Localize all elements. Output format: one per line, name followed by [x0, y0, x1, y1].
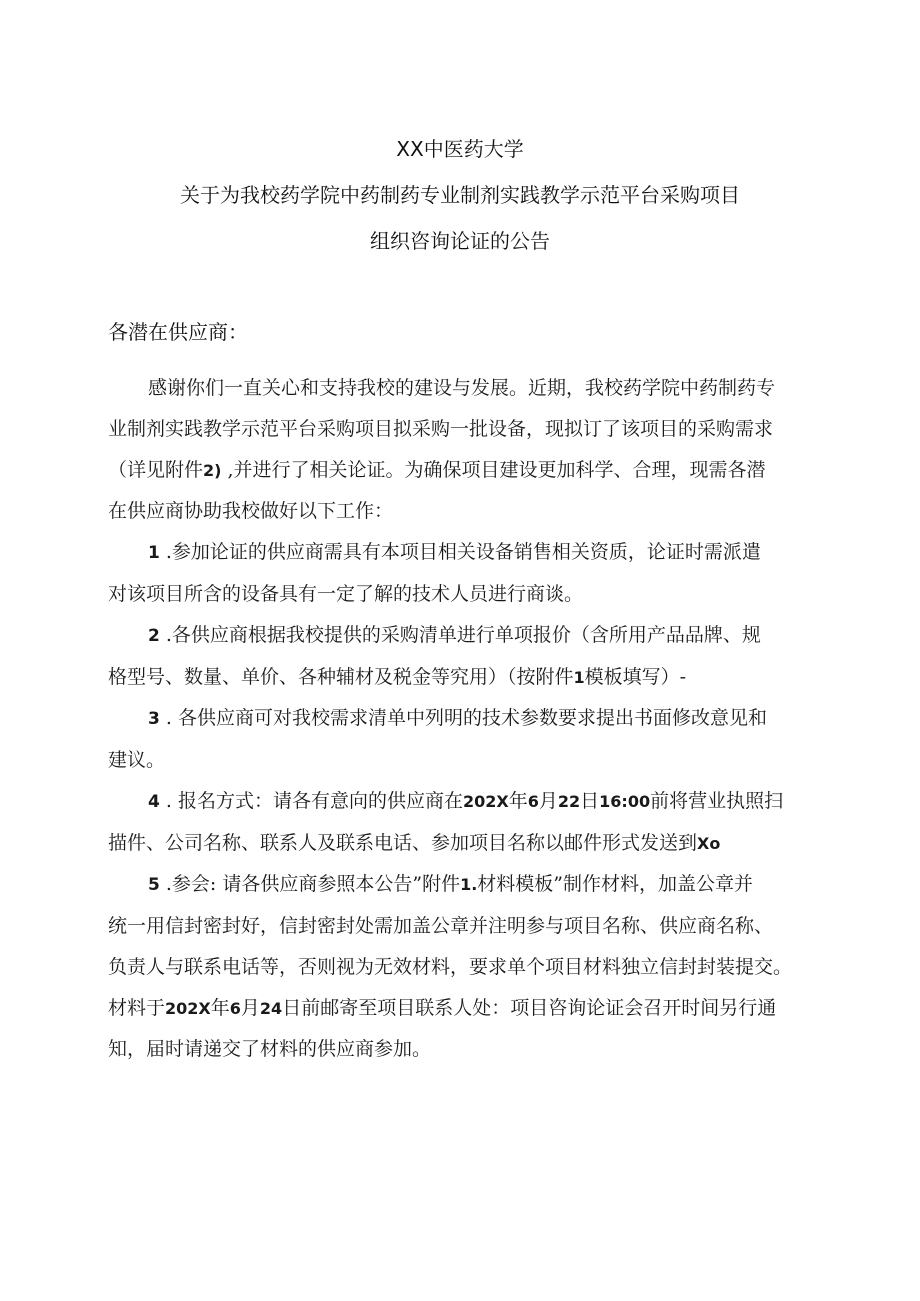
text-line: 描件、公司名称、联系人及联系电话、参加项目名称以邮件形式发送到Xo: [108, 832, 721, 854]
item-1: [108, 532, 824, 615]
salutation: 各潜在供应商：: [108, 320, 248, 344]
item-4: [108, 781, 824, 864]
text-line: 5 .参会: 请各供应商参照本公告”附件1.材料模板”制作材料，加盖公章并: [148, 873, 754, 895]
item-number: 1: [148, 543, 160, 563]
text-line: 2 .各供应商根据我校提供的采购清单进行单项报价（含所用产品品牌、规: [148, 624, 761, 646]
item-number: 3: [148, 709, 160, 729]
text-line: 在供应商协助我校做好以下工作：: [108, 500, 394, 522]
text-line: 格型号、数量、单价、各种辅材及税金等究用）（按附件1模板填写）-: [108, 666, 687, 688]
document-title: [0, 126, 920, 264]
text-line: 统一用信封密封好，信封密封处需加盖公章并注明参与项目名称、供应商名称、: [108, 915, 774, 937]
item-5: [108, 864, 824, 1070]
item-number: 4: [148, 792, 160, 812]
text-line: 业制剂实践教学示范平台采购项目拟采购一批设备，现拟订了该项目的采购需求: [108, 418, 774, 440]
item-2: [108, 615, 824, 698]
text-line: 负责人与联系电话等，否则视为无效材料，要求单个项目材料独立信封封装提交。: [108, 956, 793, 978]
item-number: 2: [148, 626, 160, 646]
text-line: 3 . 各供应商可对我校需求清单中列明的技术参数要求提出书面修改意见和: [148, 707, 767, 729]
title-subject: 关于为我校药学院中药制药专业制剂实践教学示范平台采购项目: [180, 183, 740, 207]
text-line: 对该项目所含的设备具有一定了解的技术人员进行商谈。: [108, 583, 584, 605]
document-body: [108, 368, 824, 1070]
text-line: 材料于202X年6月24日前邮寄至项目联系人处：项目咨询论证会召开时间另行通: [108, 997, 777, 1019]
text-line: 感谢你们一直关心和支持我校的建设与发展。近期，我校药学院中药制药专: [148, 377, 776, 399]
text-line: 建议。: [108, 749, 166, 771]
item-number: 5: [148, 875, 160, 895]
text-line: 1 .参加论证的供应商需具有本项目相关设备销售相关资质，论证时需派遣: [148, 541, 761, 563]
text-line: 4 . 报名方式：请各有意向的供应商在202X年6月22日16:00前将营业执照扫: [148, 790, 784, 812]
title-university: XX中医药大学: [396, 137, 524, 161]
intro-paragraph: [108, 368, 824, 532]
item-3: [108, 698, 824, 781]
text-line: 知，届时请递交了材料的供应商参加。: [108, 1038, 432, 1060]
text-line: （详见附件2) ,并进行了相关论证。为确保项目建设更加科学、合理，现需各潜: [108, 459, 766, 481]
title-announcement: 组织咨询论证的公告: [370, 229, 550, 253]
